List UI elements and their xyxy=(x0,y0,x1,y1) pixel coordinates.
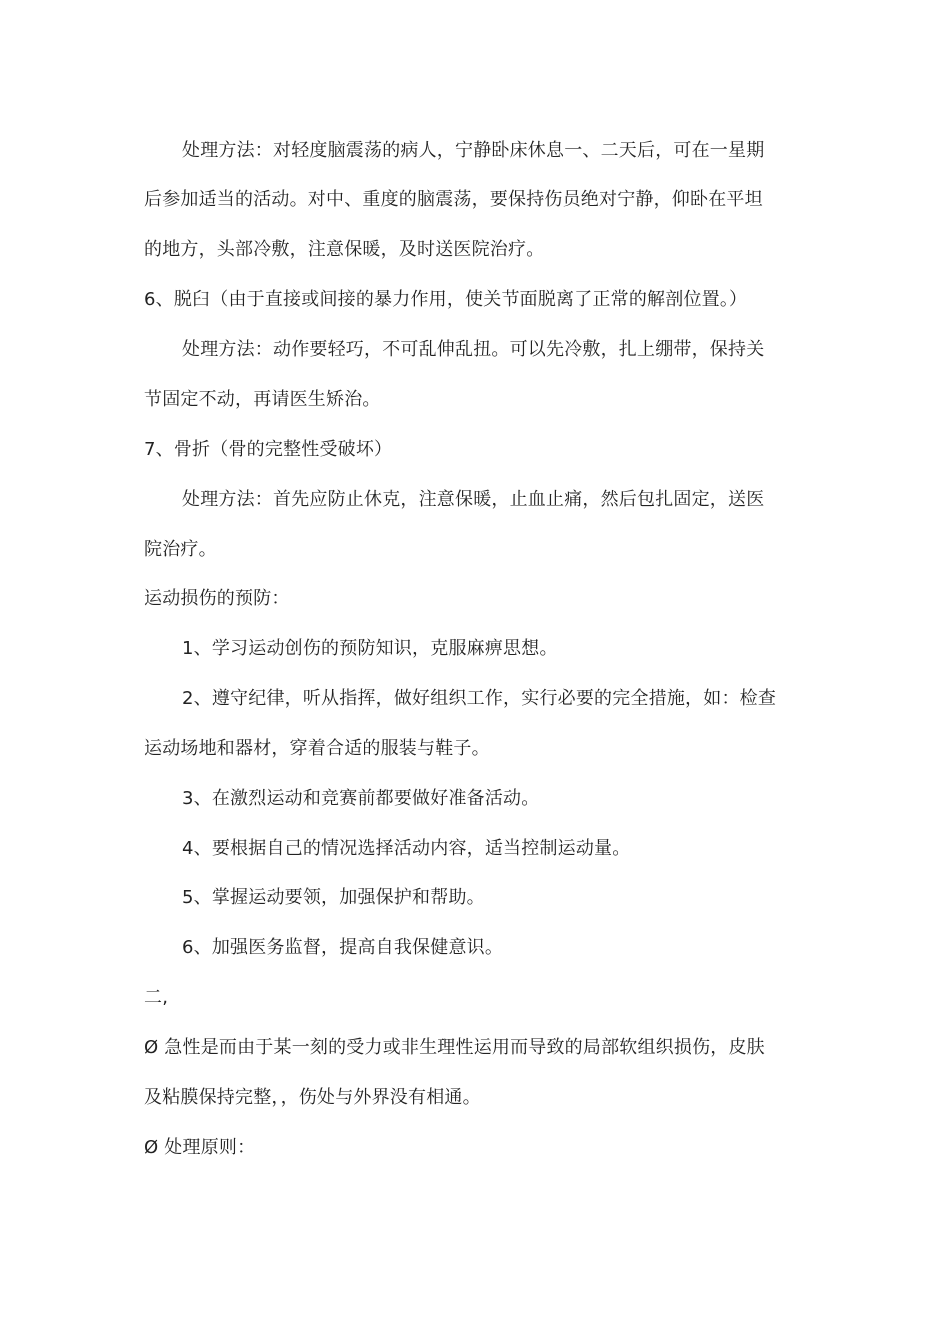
paragraph-line: 节固定不动，再请医生矫治。 xyxy=(144,389,381,410)
bullet-line: Ø 处理原则： xyxy=(144,1137,256,1158)
paragraph-line: 及粘膜保持完整，，伤处与外界没有相通。 xyxy=(144,1087,481,1108)
section-heading: 6、脱臼（由于直接或间接的暴力作用，使关节面脱离了正常的解剖位置。） xyxy=(144,289,748,310)
paragraph-line: 后参加适当的活动。对中、重度的脑震荡，要保持伤员绝对宁静，仰卧在平坦 xyxy=(144,189,763,210)
list-item: 4、要根据自己的情况选择活动内容，适当控制运动量。 xyxy=(182,838,631,859)
section-heading: 运动损伤的预防： xyxy=(144,588,290,609)
list-item: 1、学习运动创伤的预防知识，克服麻痹思想。 xyxy=(182,638,558,659)
section-heading: 二, xyxy=(144,987,169,1008)
paragraph-line: 处理方法：动作要轻巧，不可乱伸乱扭。可以先冷敷，扎上绷带，保持关 xyxy=(182,339,765,360)
paragraph-line: 的地方，头部冷敷，注意保暖，及时送医院治疗。 xyxy=(144,239,545,260)
list-item: 2、遵守纪律，听从指挥，做好组织工作，实行必要的完全措施，如：检查 xyxy=(182,688,777,709)
list-item: 5、掌握运动要领，加强保护和帮助。 xyxy=(182,887,485,908)
list-item: 3、在激烈运动和竞赛前都要做好准备活动。 xyxy=(182,788,540,809)
paragraph-line: 处理方法：首先应防止休克，注意保暖，止血止痛，然后包扎固定，送医 xyxy=(182,489,765,510)
section-heading: 7、骨折（骨的完整性受破坏） xyxy=(144,439,393,460)
list-item: 6、加强医务监督，提高自我保健意识。 xyxy=(182,937,504,958)
list-item-continuation: 运动场地和器材，穿着合适的服装与鞋子。 xyxy=(144,738,490,759)
bullet-line: Ø 急性是而由于某一刻的受力或非生理性运用而导致的局部软组织损伤，皮肤 xyxy=(144,1037,765,1058)
paragraph-line: 院治疗。 xyxy=(144,539,217,560)
paragraph-line: 处理方法：对轻度脑震荡的病人，宁静卧床休息一、二天后，可在一星期 xyxy=(182,140,765,161)
